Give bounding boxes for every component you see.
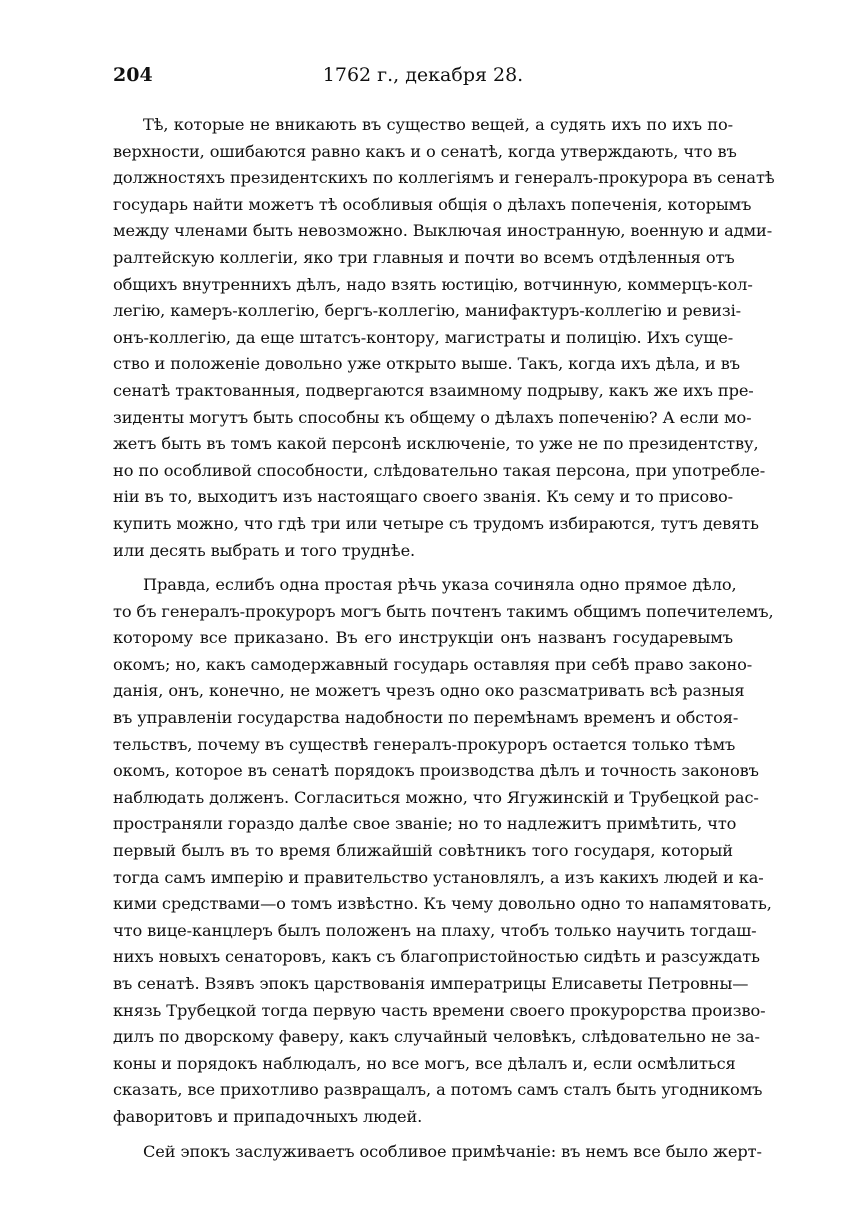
text-line: или десять выбрать и того труднѣе. xyxy=(113,540,416,560)
text-line: государь найти можетъ тѣ особливыя общія о дѣлахъ попеченія, которымъ xyxy=(113,194,752,214)
text-line: пространяли гораздо далѣе свое званіе; но то надлежитъ примѣтить, что xyxy=(113,814,737,834)
paragraph xyxy=(113,1139,762,1166)
body-text xyxy=(113,112,775,1165)
text-line: Сей эпокъ заслуживаетъ особливое примѣчаніе: въ немъ все было жерт- xyxy=(143,1141,762,1161)
text-line: общихъ внутреннихъ дѣлъ, надо взять юстицію, вотчинную, коммерцъ-кол- xyxy=(113,274,753,294)
text-line: Правда, еслибъ одна простая рѣчь указа сочиняла одно прямое дѣло, xyxy=(143,575,737,595)
text-line: князь Трубецкой тогда первую часть времени своего прокурорства произво- xyxy=(113,1000,766,1020)
text-line: коны и порядокъ наблюдалъ, но все могъ, все дѣлалъ и, если осмѣлиться xyxy=(113,1053,736,1073)
text-line: которому все приказано. Въ его инструкціи онъ названъ государевымъ xyxy=(113,628,733,648)
text-line: дилъ по дворскому фаверу, какъ случайный человѣкъ, слѣдовательно не за- xyxy=(113,1027,760,1047)
text-line: окомъ; но, какъ самодержавный государь оставляя при себѣ право законо- xyxy=(113,654,753,674)
running-head: 1762 г., декабря 28. xyxy=(322,64,524,86)
text-line: нихъ новыхъ сенаторовъ, какъ съ благопристойностью сидѣть и разсуждать xyxy=(113,947,760,967)
text-line: ралтейскую коллегіи, яко три главныя и почти во всемъ отдѣленныя отъ xyxy=(113,247,735,267)
page-number: 204 xyxy=(113,64,153,86)
text-line: верхности, ошибаются равно какъ и о сенатѣ, когда утверждають, что въ xyxy=(113,141,737,161)
paragraph xyxy=(113,572,774,1130)
text-line: Тѣ, которые не вникають въ существо вещей, а судять ихъ по ихъ по- xyxy=(143,115,733,134)
text-line: тогда самъ имперію и правительство установлялъ, а изъ какихъ людей и ка- xyxy=(113,867,764,887)
text-line: наблюдать долженъ. Согласиться можно, что Ягужинскій и Трубецкой рас- xyxy=(113,787,759,807)
text-line: окомъ, которое въ сенатѣ порядокъ производства дѣлъ и точность законовъ xyxy=(113,761,759,781)
page-header xyxy=(113,64,733,90)
text-line: сказать, все прихотливо развращалъ, а потомъ самъ сталъ быть угодникомъ xyxy=(113,1080,763,1100)
text-line: данія, онъ, конечно, не можетъ чрезъ одно око разсматривать всѣ разныя xyxy=(113,681,745,701)
text-line: фаворитовъ и припадочныхъ людей. xyxy=(113,1106,423,1126)
text-line: онъ-коллегію, да еще штатсъ-контору, магистраты и полицію. Ихъ суще- xyxy=(113,327,734,347)
text-line: легію, камеръ-коллегію, бергъ-коллегію, манифактуръ-коллегію и ревизі- xyxy=(113,301,742,321)
text-line: сенатѣ трактованныя, подвергаются взаимному подрыву, какъ же ихъ пре- xyxy=(113,380,754,400)
text-line: но по особливой способности, слѣдовательно такая персона, при употребле- xyxy=(113,460,766,480)
text-line: кими средствами—о томъ извѣстно. Къ чему довольно одно то напамятовать, xyxy=(113,894,772,914)
text-line: купить можно, что гдѣ три или четыре съ трудомъ избираются, тутъ девять xyxy=(113,513,759,533)
paragraph xyxy=(113,112,775,564)
text-line: то бъ генералъ-прокуроръ могъ быть почтенъ такимъ общимъ попечителемъ, xyxy=(113,601,774,621)
text-line: зиденты могутъ быть способны къ общему о дѣлахъ попеченію? А если мо- xyxy=(113,407,752,427)
text-line: ніи въ то, выходитъ изъ настоящаго своего званія. Къ сему и то присово- xyxy=(113,487,733,507)
text-line: въ управленіи государства надобности по перемѣнамъ временъ и обстоя- xyxy=(113,708,739,728)
text-line: между членами быть невозможно. Выключая иностранную, военную и адми- xyxy=(113,221,773,241)
text-line: ство и положеніе довольно уже открыто выше. Такъ, когда ихъ дѣла, и въ xyxy=(113,354,740,374)
text-line: что вице-канцлеръ былъ положенъ на плаху, чтобъ только научить тогдаш- xyxy=(113,920,757,940)
text-line: въ сенатѣ. Взявъ эпокъ царствованія императрицы Елисаветы Петровны— xyxy=(113,974,749,993)
text-line: первый былъ въ то время ближайшій совѣтникъ того государя, который xyxy=(113,841,733,861)
text-line: жетъ быть въ томъ какой персонѣ исключеніе, то уже не по президентству, xyxy=(113,434,759,454)
text-line: должностяхъ президентскихъ по коллегіямъ и генералъ-прокурора въ сенатѣ xyxy=(113,168,775,188)
text-line: тельствъ, почему въ существѣ генералъ-прокуроръ остается только тѣмъ xyxy=(113,734,736,754)
